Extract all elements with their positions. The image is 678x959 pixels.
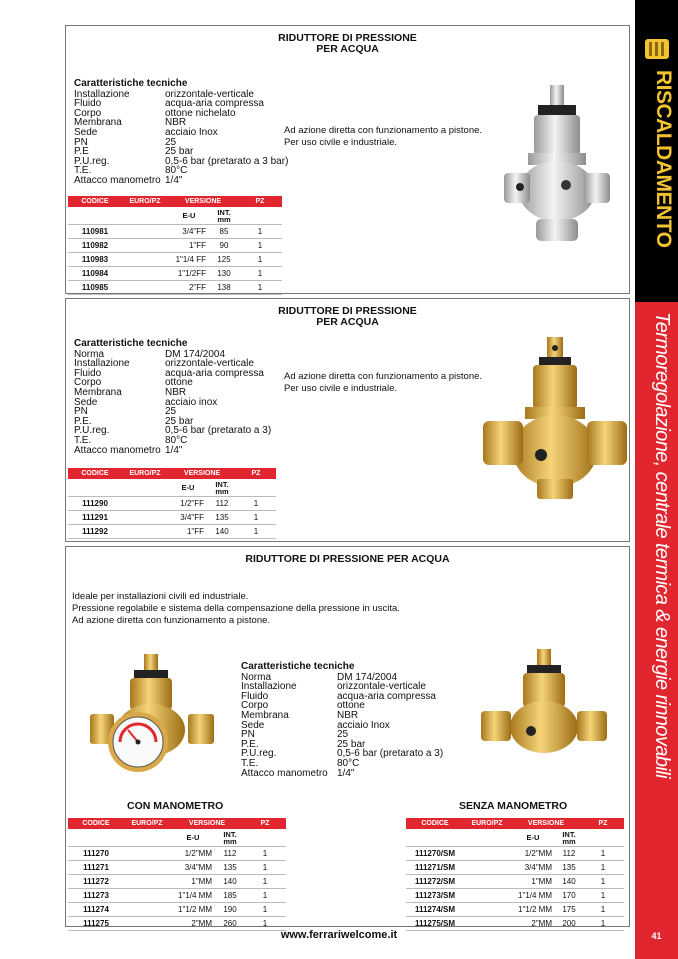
spec-value: DM 174/2004 [165, 348, 226, 360]
without-gauge-heading: SENZA MANOMETRO [459, 800, 568, 812]
product-code: 111274 [68, 903, 124, 917]
price-cell [122, 267, 168, 281]
price-cell [124, 875, 170, 889]
price-cell [122, 281, 168, 295]
spec-value: orizzontale-verticale [165, 358, 254, 370]
table-row [406, 847, 624, 861]
price-cell [122, 525, 168, 539]
spec-row [74, 446, 271, 456]
version-cell: 1"FF [168, 525, 208, 539]
product-code: 110985 [68, 281, 122, 295]
table-row [68, 875, 286, 889]
col-header-qty: PZ [582, 818, 624, 829]
col-header-version: VERSIONE [170, 818, 244, 829]
subheader-eu: E-U [168, 479, 208, 497]
col-header-price: EURO/PZ [122, 468, 168, 479]
product-code: 111275 [68, 917, 124, 931]
product-title-line2: PER ACQUA [316, 43, 379, 55]
spec-value: DM 174/2004 [337, 671, 398, 683]
product-card-2 [65, 298, 630, 542]
col-header-qty: PZ [236, 468, 276, 479]
subheader-eu: E-U [510, 829, 556, 847]
col-header-code: CODICE [68, 818, 124, 829]
price-cell [464, 847, 510, 861]
product-code: 110982 [68, 239, 122, 253]
price-table-with-gauge [68, 818, 286, 931]
spec-value: 80°C [165, 165, 188, 177]
version-cell: 1"FF [168, 239, 210, 253]
product-code: 111274/SM [406, 903, 464, 917]
spec-label: Installazione [241, 681, 297, 693]
description-line: Per uso civile e industriale. [284, 383, 397, 394]
version-cell: 1"1/4 MM [170, 889, 216, 903]
qty-cell: 1 [582, 861, 624, 875]
price-cell [464, 903, 510, 917]
qty-cell: 1 [236, 497, 276, 511]
spec-label: PN [74, 136, 88, 148]
spec-value: acqua-aria compressa [337, 690, 436, 702]
version-cell: 1/2"MM [170, 847, 216, 861]
tech-specs [241, 662, 443, 778]
int-mm-cell: 140 [556, 875, 582, 889]
spec-row [74, 128, 288, 138]
col-header-code: CODICE [406, 818, 464, 829]
spec-row [241, 769, 443, 779]
product-title: RIDUTTORE DI PRESSIONE PER ACQUA [245, 553, 450, 565]
product-code: 111291 [68, 511, 122, 525]
table-row [68, 511, 276, 525]
product-code: 111271 [68, 861, 124, 875]
spec-label: Sede [74, 126, 98, 138]
product-description [284, 125, 482, 149]
table-row [68, 861, 286, 875]
table-row [406, 889, 624, 903]
spec-label: P.U.reg. [241, 748, 277, 760]
product-code: 111292 [68, 525, 122, 539]
version-cell: 1"1/4 FF [168, 253, 210, 267]
int-mm-cell: 190 [216, 903, 244, 917]
table-row [68, 889, 286, 903]
product-code: 111270/SM [406, 847, 464, 861]
qty-cell: 1 [238, 253, 282, 267]
description-line: Ad azione diretta con funzionamento a pistone. [284, 125, 483, 136]
spec-value: 25 bar [165, 415, 194, 427]
version-cell: 3/4"FF [168, 225, 210, 239]
spec-value: 80°C [337, 757, 360, 769]
spec-value: acciaio Inox [337, 719, 390, 731]
product-title-line1: RIDUTTORE DI PRESSIONE [278, 305, 417, 317]
int-mm-cell: 112 [208, 497, 236, 511]
tech-specs [74, 79, 288, 186]
subheader-int-mm: INT. mm [556, 829, 582, 847]
product-code: 111271/SM [406, 861, 464, 875]
description-line: Per uso civile e industriale. [284, 137, 397, 148]
spec-value: acciaio inox [165, 396, 218, 408]
price-cell [124, 847, 170, 861]
product-card-1 [65, 25, 630, 294]
version-cell: 1"MM [170, 875, 216, 889]
int-mm-cell: 90 [210, 239, 238, 253]
version-cell: 1"MM [510, 875, 556, 889]
int-mm-cell: 135 [216, 861, 244, 875]
spec-value: 25 [165, 136, 177, 148]
qty-cell: 1 [236, 511, 276, 525]
description-line: Ad azione diretta con funzionamento a pistone. [284, 371, 483, 382]
qty-cell: 1 [582, 889, 624, 903]
version-cell: 1/2"FF [168, 497, 208, 511]
version-cell: 2"MM [170, 917, 216, 931]
intro-line: Ad azione diretta con funzionamento a pistone. [72, 615, 271, 626]
int-mm-cell: 140 [208, 525, 236, 539]
spec-label: PN [241, 729, 255, 741]
col-header-price: EURO/PZ [124, 818, 170, 829]
product-code: 111272/SM [406, 875, 464, 889]
price-table [68, 196, 282, 295]
int-mm-cell: 185 [216, 889, 244, 903]
qty-cell: 1 [244, 889, 286, 903]
price-cell [464, 889, 510, 903]
version-cell: 3/4"MM [510, 861, 556, 875]
product-title-line2: PER ACQUA [316, 316, 379, 328]
spec-label: Attacco manometro [74, 444, 161, 456]
spec-value: acqua-aria compressa [165, 367, 264, 379]
spec-label: Installazione [74, 88, 130, 100]
price-cell [124, 889, 170, 903]
table-row [68, 281, 282, 295]
qty-cell: 1 [244, 917, 286, 931]
spec-label: Corpo [241, 700, 269, 712]
subheader-eu: E-U [170, 829, 216, 847]
qty-cell: 1 [238, 225, 282, 239]
int-mm-cell: 135 [556, 861, 582, 875]
table-row [68, 239, 282, 253]
int-mm-cell: 130 [210, 267, 238, 281]
table-row [406, 875, 624, 889]
spec-row [74, 176, 288, 186]
spec-value: 1/4" [165, 174, 183, 186]
int-mm-cell: 260 [216, 917, 244, 931]
col-header-version: VERSIONE [168, 196, 238, 207]
spec-label: T.E. [74, 165, 92, 177]
price-cell [122, 253, 168, 267]
category-sidebar [635, 0, 678, 959]
price-table-without-gauge [406, 818, 624, 931]
qty-cell: 1 [238, 267, 282, 281]
intro-line: Pressione regolabile e sistema della compensazione della pressione in uscita. [72, 603, 400, 614]
version-cell: 1/2"MM [510, 847, 556, 861]
version-cell: 1"1/4 MM [510, 889, 556, 903]
col-header-price: EURO/PZ [464, 818, 510, 829]
spec-value: 1/4" [337, 767, 355, 779]
specs-heading: Caratteristiche tecniche [74, 78, 188, 89]
qty-cell: 1 [238, 281, 282, 295]
int-mm-cell: 200 [556, 917, 582, 931]
version-cell: 1"1/2 MM [510, 903, 556, 917]
spec-value: ottone [165, 377, 193, 389]
brass-pressure-reducer-image [481, 333, 631, 503]
version-cell: 1"1/2 MM [170, 903, 216, 917]
spec-label: Corpo [74, 377, 102, 389]
spec-label: Membrana [74, 117, 122, 129]
version-cell: 1"1/2FF [168, 267, 210, 281]
reducer-with-gauge-image [88, 650, 218, 785]
subheader-int-mm: INT. mm [208, 479, 236, 497]
price-table [68, 468, 276, 539]
spec-value: 0,5-6 bar (pretarato a 3) [165, 425, 272, 437]
spec-label: P.U.reg. [74, 425, 110, 437]
spec-value: 25 [165, 406, 177, 418]
product-card-3 [65, 546, 630, 927]
table-row [406, 861, 624, 875]
qty-cell: 1 [582, 903, 624, 917]
subheader-eu: E-U [168, 207, 210, 225]
spec-label: Norma [74, 348, 105, 360]
table-row [68, 225, 282, 239]
product-code: 111290 [68, 497, 122, 511]
spec-label: P.E [74, 146, 89, 158]
radiator-icon [642, 34, 672, 64]
qty-cell: 1 [244, 861, 286, 875]
with-gauge-heading: CON MANOMETRO [127, 800, 224, 812]
int-mm-cell: 112 [556, 847, 582, 861]
footer-website-link[interactable]: www.ferrariwelcome.it [280, 929, 398, 941]
version-cell: 2"FF [168, 281, 210, 295]
page-number: 41 [651, 931, 662, 941]
spec-label: Membrana [241, 709, 289, 721]
qty-cell: 1 [238, 239, 282, 253]
specs-heading: Caratteristiche tecniche [74, 338, 188, 349]
spec-label: Fluido [241, 690, 269, 702]
sidebar-subtitle: Termoregolazione, centrale termica & energie rinnovabili [651, 312, 673, 778]
version-cell: 3/4"MM [170, 861, 216, 875]
qty-cell: 1 [582, 875, 624, 889]
intro-line: Ideale per installazioni civili ed industriale. [72, 591, 249, 602]
spec-value: NBR [337, 709, 359, 721]
col-header-price: EURO/PZ [122, 196, 168, 207]
price-cell [122, 497, 168, 511]
spec-value: NBR [165, 117, 187, 129]
qty-cell: 1 [244, 875, 286, 889]
product-title-line1: RIDUTTORE DI PRESSIONE [278, 32, 417, 44]
version-cell: 3/4"FF [168, 511, 208, 525]
nickel-pressure-reducer-image [498, 81, 618, 246]
spec-value: orizzontale-verticale [165, 88, 254, 100]
int-mm-cell: 138 [210, 281, 238, 295]
int-mm-cell: 175 [556, 903, 582, 917]
price-cell [464, 861, 510, 875]
spec-label: Attacco manometro [241, 767, 328, 779]
col-header-code: CODICE [68, 468, 122, 479]
spec-label: P.E. [74, 415, 92, 427]
spec-value: 0,5-6 bar (pretarato a 3) [337, 748, 444, 760]
product-code: 110983 [68, 253, 122, 267]
specs-heading: Caratteristiche tecniche [241, 661, 355, 672]
int-mm-cell: 140 [216, 875, 244, 889]
table-row [68, 497, 276, 511]
subheader-int-mm: INT. mm [216, 829, 244, 847]
spec-value: ottone nichelato [165, 107, 236, 119]
qty-cell: 1 [582, 847, 624, 861]
spec-label: Installazione [74, 358, 130, 370]
spec-value: acciaio Inox [165, 126, 218, 138]
product-code: 111273/SM [406, 889, 464, 903]
sidebar-category-label: RISCALDAMENTO [652, 70, 675, 248]
spec-label: Corpo [74, 107, 102, 119]
subheader-int-mm: INT. mm [210, 207, 238, 225]
spec-label: Fluido [74, 98, 102, 110]
qty-cell: 1 [582, 917, 624, 931]
spec-label: Fluido [74, 367, 102, 379]
product-code: 111273 [68, 889, 124, 903]
table-row [406, 903, 624, 917]
spec-label: T.E. [74, 434, 92, 446]
price-cell [124, 903, 170, 917]
price-cell [122, 225, 168, 239]
product-code: 110981 [68, 225, 122, 239]
sidebar-category-band [635, 0, 678, 302]
qty-cell: 1 [236, 525, 276, 539]
spec-label: PN [74, 406, 88, 418]
qty-cell: 1 [244, 903, 286, 917]
table-row [68, 253, 282, 267]
spec-label: T.E. [241, 757, 259, 769]
product-description [284, 371, 482, 395]
spec-value: 0,5-6 bar (pretarato a 3 bar) [165, 155, 289, 167]
spec-label: P.U.reg. [74, 155, 110, 167]
price-cell [124, 861, 170, 875]
qty-cell: 1 [244, 847, 286, 861]
int-mm-cell: 125 [210, 253, 238, 267]
tech-specs [74, 339, 271, 455]
spec-value: NBR [165, 386, 187, 398]
table-row [68, 267, 282, 281]
spec-value: 25 bar [337, 738, 366, 750]
spec-label: Membrana [74, 386, 122, 398]
spec-value: ottone [337, 700, 365, 712]
product-code: 111275/SM [406, 917, 464, 931]
int-mm-cell: 135 [208, 511, 236, 525]
table-row [68, 525, 276, 539]
col-header-qty: PZ [244, 818, 286, 829]
product-intro [72, 591, 400, 627]
table-row [68, 903, 286, 917]
spec-value: 1/4" [165, 444, 183, 456]
product-code: 111272 [68, 875, 124, 889]
price-cell [122, 511, 168, 525]
spec-value: orizzontale-verticale [337, 681, 426, 693]
reducer-without-gauge-image [479, 645, 609, 760]
int-mm-cell: 112 [216, 847, 244, 861]
spec-label: P.E. [241, 738, 259, 750]
int-mm-cell: 85 [210, 225, 238, 239]
price-cell [464, 875, 510, 889]
spec-label: Sede [241, 719, 265, 731]
col-header-version: VERSIONE [168, 468, 236, 479]
spec-value: 25 bar [165, 146, 194, 158]
product-code: 111270 [68, 847, 124, 861]
spec-value: 25 [337, 729, 349, 741]
spec-value: acqua-aria compressa [165, 98, 264, 110]
spec-label: Norma [241, 671, 272, 683]
spec-value: 80°C [165, 434, 188, 446]
spec-label: Attacco manometro [74, 174, 161, 186]
spec-label: Sede [74, 396, 98, 408]
col-header-qty: PZ [238, 196, 282, 207]
int-mm-cell: 170 [556, 889, 582, 903]
table-row [68, 847, 286, 861]
col-header-code: CODICE [68, 196, 122, 207]
col-header-version: VERSIONE [510, 818, 582, 829]
version-cell: 2"MM [510, 917, 556, 931]
sidebar-subtitle-band [635, 302, 678, 959]
product-code: 110984 [68, 267, 122, 281]
price-cell [122, 239, 168, 253]
